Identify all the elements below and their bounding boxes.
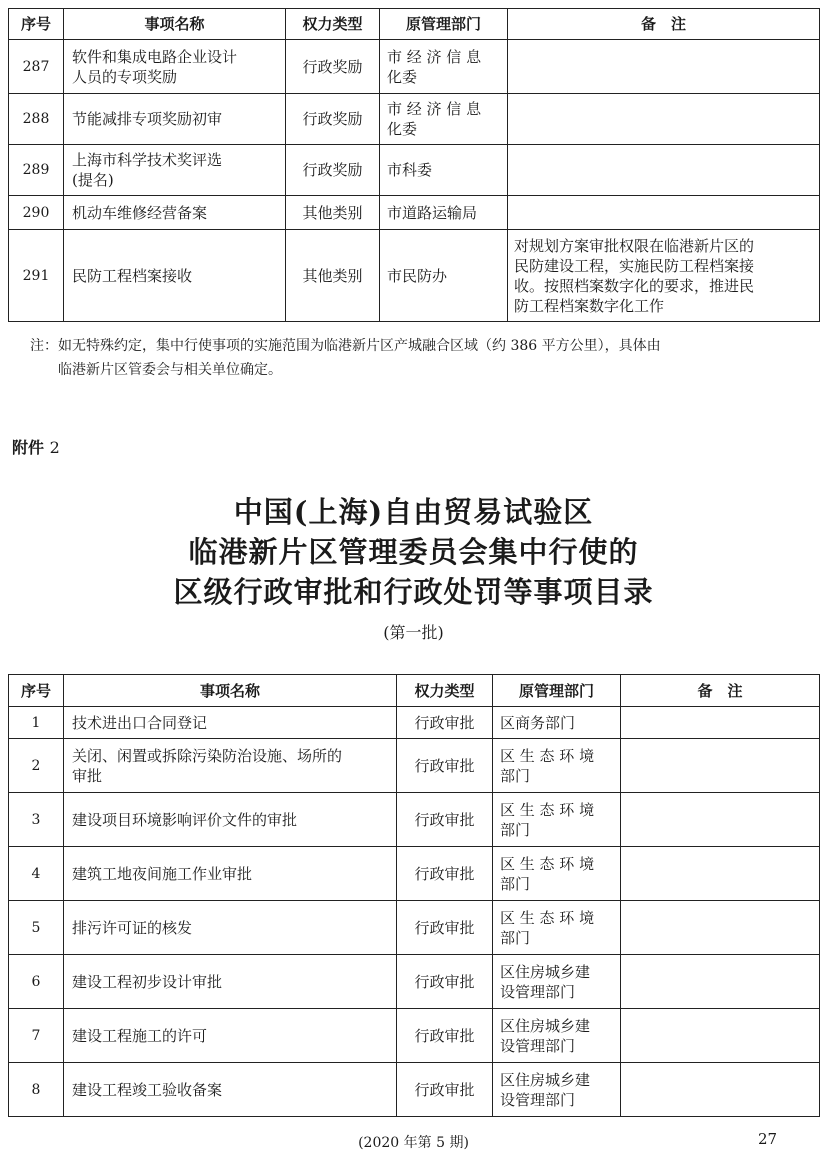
header-dept: 原管理部门 — [380, 9, 508, 40]
title-line3: 区级行政审批和行政处罚等事项目录 — [173, 575, 654, 609]
name-line: 关闭、闲置或拆除污染防治设施、场所的 — [72, 746, 343, 765]
dept-line: 市道路运输局 — [387, 203, 478, 222]
dept-line: 部门 — [500, 820, 531, 839]
table-row — [9, 230, 820, 322]
cell-note — [508, 94, 820, 145]
attachment-label — [12, 435, 60, 458]
name-line: 人员的专项奖励 — [72, 67, 178, 86]
table-row — [9, 901, 820, 955]
table-row — [9, 707, 820, 739]
cell-type: 行政奖励 — [286, 145, 380, 196]
header-seq: 序号 — [9, 9, 64, 40]
cell-type: 行政审批 — [397, 1009, 493, 1063]
cell-name — [64, 230, 286, 322]
name-line: 排污许可证的核发 — [72, 918, 193, 937]
attachment-number: 2 — [49, 438, 60, 457]
dept-line: 设管理部门 — [500, 1090, 576, 1109]
table-row — [9, 847, 820, 901]
table-row — [9, 793, 820, 847]
cell-dept — [380, 196, 508, 230]
dept-line: 化委 — [387, 120, 418, 138]
cell-note — [508, 230, 820, 322]
name-line: 建设项目环境影响评价文件的审批 — [72, 810, 298, 829]
cell-seq: 1 — [9, 707, 64, 739]
cell-type: 行政奖励 — [286, 40, 380, 94]
name-line: 建筑工地夜间施工作业审批 — [72, 864, 253, 883]
cell-note — [621, 1063, 820, 1117]
header-seq: 序号 — [9, 675, 64, 707]
cell-seq: 3 — [9, 793, 64, 847]
dept-line: 区 生 态 环 境 — [500, 854, 595, 873]
cell-name — [64, 739, 397, 793]
name-line: 民防工程档案接收 — [72, 266, 193, 285]
items-table-continued — [8, 8, 820, 322]
cell-note — [508, 196, 820, 230]
cell-seq: 7 — [9, 1009, 64, 1063]
cell-dept — [493, 955, 621, 1009]
dept-line: 区住房城乡建 — [500, 962, 591, 981]
cell-name — [64, 94, 286, 145]
cell-name — [64, 40, 286, 94]
cell-note — [508, 145, 820, 196]
dept-line: 化委 — [387, 67, 418, 86]
cell-seq: 8 — [9, 1063, 64, 1117]
cell-type: 行政审批 — [397, 847, 493, 901]
cell-type: 行政审批 — [397, 707, 493, 739]
cell-note — [621, 793, 820, 847]
cell-seq: 290 — [9, 196, 64, 230]
header-note: 备 注 — [508, 9, 820, 40]
cell-dept — [493, 901, 621, 955]
cell-type: 其他类别 — [286, 196, 380, 230]
cell-note — [621, 901, 820, 955]
table-row — [9, 94, 820, 145]
cell-dept — [380, 94, 508, 145]
cell-seq: 4 — [9, 847, 64, 901]
name-line: 审批 — [72, 766, 103, 785]
issue-label: (2020 年第 5 期) — [358, 1135, 469, 1151]
header-type: 权力类型 — [397, 675, 493, 707]
items-table — [8, 674, 820, 1117]
cell-type: 行政审批 — [397, 739, 493, 793]
cell-seq: 289 — [9, 145, 64, 196]
cell-dept — [380, 40, 508, 94]
cell-name — [64, 847, 397, 901]
cell-type: 行政奖励 — [286, 94, 380, 145]
cell-dept — [380, 230, 508, 322]
dept-line: 设管理部门 — [500, 982, 576, 1001]
dept-line: 市 经 济 信 息 — [387, 100, 482, 118]
table-row — [9, 739, 820, 793]
cell-type: 行政审批 — [397, 955, 493, 1009]
cell-name — [64, 793, 397, 847]
cell-name — [64, 707, 397, 739]
dept-line: 区商务部门 — [500, 713, 576, 732]
table-row — [9, 955, 820, 1009]
title-batch: (第一批) — [383, 623, 444, 642]
name-line: 软件和集成电路企业设计 — [72, 47, 238, 66]
table-row — [9, 1063, 820, 1117]
cell-note — [508, 40, 820, 94]
note-line: 民防建设工程，实施民防工程档案接 — [514, 256, 755, 275]
cell-dept — [493, 739, 621, 793]
name-line: 上海市科学技术奖评选 — [72, 151, 223, 169]
dept-line: 区住房城乡建 — [500, 1016, 591, 1035]
table-row — [9, 145, 820, 196]
cell-name — [64, 1009, 397, 1063]
header-note: 备 注 — [621, 675, 820, 707]
note-line: 防工程档案数字化工作 — [514, 296, 665, 315]
footnote-line1: 注：如无特殊约定，集中行使事项的实施范围为临港新片区产城融合区域（约 386 平方公里），具体由 — [30, 338, 661, 354]
dept-line: 部门 — [500, 874, 531, 893]
cell-type: 其他类别 — [286, 230, 380, 322]
dept-line: 市科委 — [387, 161, 433, 179]
note-line: 对规划方案审批权限在临港新片区的 — [514, 236, 755, 255]
dept-line: 区住房城乡建 — [500, 1070, 591, 1089]
name-line: 建设工程施工的许可 — [72, 1026, 208, 1045]
cell-dept — [493, 1009, 621, 1063]
cell-type: 行政审批 — [397, 901, 493, 955]
name-line: 技术进出口合同登记 — [72, 713, 208, 732]
cell-note — [621, 707, 820, 739]
cell-seq: 291 — [9, 230, 64, 322]
cell-type: 行政审批 — [397, 1063, 493, 1117]
dept-line: 市 经 济 信 息 — [387, 47, 482, 66]
page-number: 27 — [758, 1130, 778, 1148]
header-name: 事项名称 — [64, 9, 286, 40]
dept-line: 部门 — [500, 766, 531, 785]
dept-line: 部门 — [500, 928, 531, 947]
attachment-word: 附件 — [12, 438, 45, 457]
footnote-line2: 临港新片区管委会与相关单位确定。 — [58, 362, 282, 378]
name-line: 建设工程初步设计审批 — [72, 972, 223, 991]
cell-note — [621, 739, 820, 793]
cell-note — [621, 955, 820, 1009]
cell-seq: 5 — [9, 901, 64, 955]
name-line: 建设工程竣工验收备案 — [72, 1080, 223, 1099]
title-line1: 中国(上海)自由贸易试验区 — [233, 495, 594, 529]
cell-dept — [493, 1063, 621, 1117]
cell-dept — [380, 145, 508, 196]
note-line: 收。按照档案数字化的要求，推进民 — [514, 276, 755, 295]
cell-type: 行政审批 — [397, 793, 493, 847]
name-line: (提名) — [72, 171, 114, 189]
header-type: 权力类型 — [286, 9, 380, 40]
dept-line: 设管理部门 — [500, 1036, 576, 1055]
cell-seq: 288 — [9, 94, 64, 145]
dept-line: 区 生 态 环 境 — [500, 800, 595, 819]
cell-note — [621, 1009, 820, 1063]
cell-dept — [493, 847, 621, 901]
table-footnote — [30, 334, 810, 382]
dept-line: 区 生 态 环 境 — [500, 908, 595, 927]
cell-name — [64, 145, 286, 196]
table-row — [9, 196, 820, 230]
cell-seq: 287 — [9, 40, 64, 94]
header-dept: 原管理部门 — [493, 675, 621, 707]
name-line: 机动车维修经营备案 — [72, 203, 208, 222]
dept-line: 区 生 态 环 境 — [500, 746, 595, 765]
cell-name — [64, 1063, 397, 1117]
cell-dept — [493, 793, 621, 847]
cell-name — [64, 901, 397, 955]
cell-seq: 2 — [9, 739, 64, 793]
cell-note — [621, 847, 820, 901]
cell-seq: 6 — [9, 955, 64, 1009]
cell-name — [64, 955, 397, 1009]
header-name: 事项名称 — [64, 675, 397, 707]
cell-dept — [493, 707, 621, 739]
cell-name — [64, 196, 286, 230]
table-row — [9, 1009, 820, 1063]
name-line: 节能减排专项奖励初审 — [72, 110, 223, 128]
dept-line: 市民防办 — [387, 266, 448, 285]
title-line2: 临港新片区管理委员会集中行使的 — [188, 535, 639, 569]
table-row — [9, 40, 820, 94]
